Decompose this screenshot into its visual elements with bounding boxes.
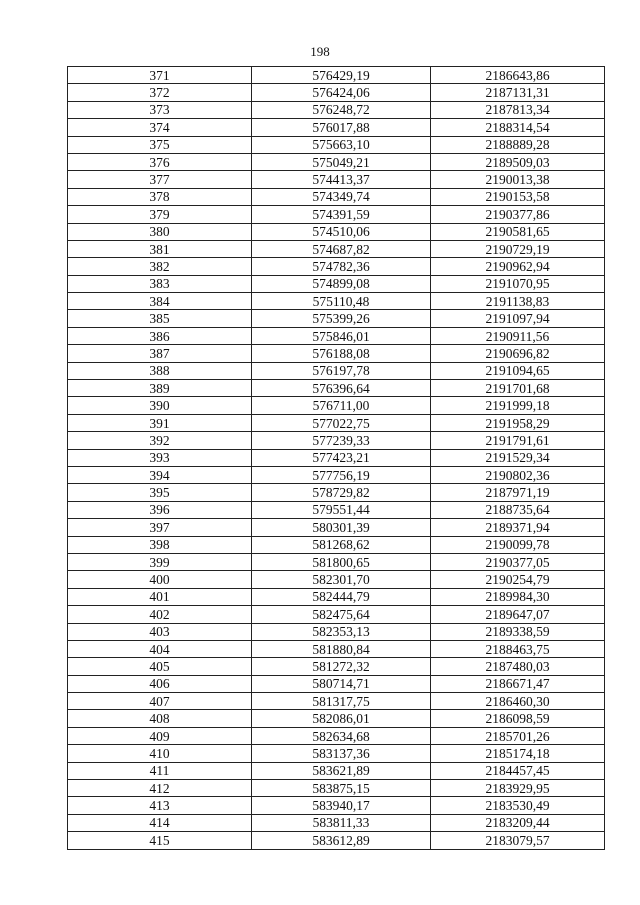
- table-row: [68, 780, 605, 797]
- point-number-cell: 383: [68, 275, 252, 292]
- point-number-cell: 399: [68, 553, 252, 570]
- y-coordinate-cell: 2190696,82: [431, 345, 605, 362]
- y-coordinate-cell: 2191791,61: [431, 432, 605, 449]
- coordinates-table: [67, 66, 605, 850]
- table-row: [68, 380, 605, 397]
- x-coordinate-cell: 581317,75: [252, 693, 431, 710]
- y-coordinate-cell: 2188314,54: [431, 119, 605, 136]
- table-row: [68, 727, 605, 744]
- x-coordinate-cell: 574899,08: [252, 275, 431, 292]
- point-number-cell: 381: [68, 240, 252, 257]
- x-coordinate-cell: 576197,78: [252, 362, 431, 379]
- y-coordinate-cell: 2190013,38: [431, 171, 605, 188]
- y-coordinate-cell: 2190729,19: [431, 240, 605, 257]
- point-number-cell: 414: [68, 814, 252, 831]
- table-row: [68, 745, 605, 762]
- page-number: 198: [310, 44, 330, 59]
- x-coordinate-cell: 575049,21: [252, 153, 431, 170]
- y-coordinate-cell: 2189647,07: [431, 606, 605, 623]
- table-row: [68, 484, 605, 501]
- x-coordinate-cell: 581268,62: [252, 536, 431, 553]
- y-coordinate-cell: 2190254,79: [431, 571, 605, 588]
- x-coordinate-cell: 582301,70: [252, 571, 431, 588]
- x-coordinate-cell: 583940,17: [252, 797, 431, 814]
- y-coordinate-cell: 2189984,30: [431, 588, 605, 605]
- point-number-cell: 376: [68, 153, 252, 170]
- point-number-cell: 395: [68, 484, 252, 501]
- x-coordinate-cell: 582634,68: [252, 727, 431, 744]
- x-coordinate-cell: 583875,15: [252, 780, 431, 797]
- point-number-cell: 391: [68, 414, 252, 431]
- table-row: [68, 188, 605, 205]
- table-row: [68, 623, 605, 640]
- y-coordinate-cell: 2191529,34: [431, 449, 605, 466]
- x-coordinate-cell: 574687,82: [252, 240, 431, 257]
- y-coordinate-cell: 2191701,68: [431, 380, 605, 397]
- x-coordinate-cell: 577756,19: [252, 466, 431, 483]
- y-coordinate-cell: 2186098,59: [431, 710, 605, 727]
- table-row: [68, 432, 605, 449]
- y-coordinate-cell: 2191138,83: [431, 293, 605, 310]
- x-coordinate-cell: 575399,26: [252, 310, 431, 327]
- point-number-cell: 397: [68, 519, 252, 536]
- x-coordinate-cell: 577239,33: [252, 432, 431, 449]
- y-coordinate-cell: 2187813,34: [431, 101, 605, 118]
- x-coordinate-cell: 574510,06: [252, 223, 431, 240]
- point-number-cell: 408: [68, 710, 252, 727]
- x-coordinate-cell: 574413,37: [252, 171, 431, 188]
- table-row: [68, 84, 605, 101]
- table-row: [68, 258, 605, 275]
- point-number-cell: 409: [68, 727, 252, 744]
- table-row: [68, 362, 605, 379]
- y-coordinate-cell: 2183530,49: [431, 797, 605, 814]
- table-row: [68, 536, 605, 553]
- x-coordinate-cell: 583612,89: [252, 832, 431, 849]
- y-coordinate-cell: 2183209,44: [431, 814, 605, 831]
- y-coordinate-cell: 2189509,03: [431, 153, 605, 170]
- x-coordinate-cell: 581272,32: [252, 658, 431, 675]
- point-number-cell: 390: [68, 397, 252, 414]
- y-coordinate-cell: 2191097,94: [431, 310, 605, 327]
- table-row: [68, 275, 605, 292]
- table-row: [68, 832, 605, 849]
- x-coordinate-cell: 575846,01: [252, 327, 431, 344]
- point-number-cell: 403: [68, 623, 252, 640]
- point-number-cell: 388: [68, 362, 252, 379]
- x-coordinate-cell: 583621,89: [252, 762, 431, 779]
- y-coordinate-cell: 2185174,18: [431, 745, 605, 762]
- y-coordinate-cell: 2188889,28: [431, 136, 605, 153]
- point-number-cell: 398: [68, 536, 252, 553]
- table-row: [68, 762, 605, 779]
- y-coordinate-cell: 2191958,29: [431, 414, 605, 431]
- y-coordinate-cell: 2185701,26: [431, 727, 605, 744]
- x-coordinate-cell: 577022,75: [252, 414, 431, 431]
- y-coordinate-cell: 2191070,95: [431, 275, 605, 292]
- point-number-cell: 410: [68, 745, 252, 762]
- y-coordinate-cell: 2190153,58: [431, 188, 605, 205]
- point-number-cell: 386: [68, 327, 252, 344]
- y-coordinate-cell: 2188735,64: [431, 501, 605, 518]
- y-coordinate-cell: 2189371,94: [431, 519, 605, 536]
- y-coordinate-cell: 2189338,59: [431, 623, 605, 640]
- x-coordinate-cell: 583811,33: [252, 814, 431, 831]
- x-coordinate-cell: 577423,21: [252, 449, 431, 466]
- x-coordinate-cell: 582086,01: [252, 710, 431, 727]
- table-row: [68, 449, 605, 466]
- y-coordinate-cell: 2190377,05: [431, 553, 605, 570]
- point-number-cell: 377: [68, 171, 252, 188]
- y-coordinate-cell: 2186643,86: [431, 67, 605, 84]
- point-number-cell: 401: [68, 588, 252, 605]
- x-coordinate-cell: 576424,06: [252, 84, 431, 101]
- x-coordinate-cell: 581800,65: [252, 553, 431, 570]
- x-coordinate-cell: 582475,64: [252, 606, 431, 623]
- y-coordinate-cell: 2186671,47: [431, 675, 605, 692]
- x-coordinate-cell: 582444,79: [252, 588, 431, 605]
- x-coordinate-cell: 576711,00: [252, 397, 431, 414]
- x-coordinate-cell: 581880,84: [252, 640, 431, 657]
- x-coordinate-cell: 576248,72: [252, 101, 431, 118]
- coordinates-table-body: [68, 67, 605, 850]
- x-coordinate-cell: 576396,64: [252, 380, 431, 397]
- x-coordinate-cell: 575110,48: [252, 293, 431, 310]
- y-coordinate-cell: 2190911,56: [431, 327, 605, 344]
- table-row: [68, 466, 605, 483]
- point-number-cell: 405: [68, 658, 252, 675]
- y-coordinate-cell: 2191999,18: [431, 397, 605, 414]
- table-row: [68, 67, 605, 84]
- x-coordinate-cell: 576017,88: [252, 119, 431, 136]
- x-coordinate-cell: 583137,36: [252, 745, 431, 762]
- point-number-cell: 373: [68, 101, 252, 118]
- table-row: [68, 501, 605, 518]
- point-number-cell: 380: [68, 223, 252, 240]
- point-number-cell: 371: [68, 67, 252, 84]
- x-coordinate-cell: 578729,82: [252, 484, 431, 501]
- table-row: [68, 223, 605, 240]
- point-number-cell: 389: [68, 380, 252, 397]
- table-row: [68, 397, 605, 414]
- x-coordinate-cell: 580714,71: [252, 675, 431, 692]
- y-coordinate-cell: 2190099,78: [431, 536, 605, 553]
- point-number-cell: 404: [68, 640, 252, 657]
- table-row: [68, 101, 605, 118]
- x-coordinate-cell: 575663,10: [252, 136, 431, 153]
- point-number-cell: 411: [68, 762, 252, 779]
- point-number-cell: 375: [68, 136, 252, 153]
- point-number-cell: 415: [68, 832, 252, 849]
- point-number-cell: 387: [68, 345, 252, 362]
- y-coordinate-cell: 2187480,03: [431, 658, 605, 675]
- y-coordinate-cell: 2187131,31: [431, 84, 605, 101]
- x-coordinate-cell: 574391,59: [252, 206, 431, 223]
- point-number-cell: 392: [68, 432, 252, 449]
- table-row: [68, 675, 605, 692]
- point-number-cell: 406: [68, 675, 252, 692]
- table-row: [68, 588, 605, 605]
- x-coordinate-cell: 576188,08: [252, 345, 431, 362]
- point-number-cell: 372: [68, 84, 252, 101]
- table-row: [68, 345, 605, 362]
- table-row: [68, 797, 605, 814]
- point-number-cell: 407: [68, 693, 252, 710]
- point-number-cell: 382: [68, 258, 252, 275]
- point-number-cell: 396: [68, 501, 252, 518]
- table-row: [68, 710, 605, 727]
- table-row: [68, 640, 605, 657]
- y-coordinate-cell: 2184457,45: [431, 762, 605, 779]
- point-number-cell: 400: [68, 571, 252, 588]
- table-row: [68, 414, 605, 431]
- point-number-cell: 379: [68, 206, 252, 223]
- table-row: [68, 693, 605, 710]
- table-row: [68, 293, 605, 310]
- table-row: [68, 153, 605, 170]
- point-number-cell: 413: [68, 797, 252, 814]
- y-coordinate-cell: 2187971,19: [431, 484, 605, 501]
- point-number-cell: 412: [68, 780, 252, 797]
- point-number-cell: 394: [68, 466, 252, 483]
- y-coordinate-cell: 2183079,57: [431, 832, 605, 849]
- y-coordinate-cell: 2188463,75: [431, 640, 605, 657]
- table-row: [68, 206, 605, 223]
- x-coordinate-cell: 579551,44: [252, 501, 431, 518]
- y-coordinate-cell: 2190962,94: [431, 258, 605, 275]
- table-row: [68, 814, 605, 831]
- y-coordinate-cell: 2190581,65: [431, 223, 605, 240]
- table-row: [68, 119, 605, 136]
- point-number-cell: 393: [68, 449, 252, 466]
- table-row: [68, 136, 605, 153]
- table-row: [68, 519, 605, 536]
- point-number-cell: 385: [68, 310, 252, 327]
- x-coordinate-cell: 576429,19: [252, 67, 431, 84]
- table-row: [68, 553, 605, 570]
- y-coordinate-cell: 2183929,95: [431, 780, 605, 797]
- y-coordinate-cell: 2190377,86: [431, 206, 605, 223]
- table-row: [68, 571, 605, 588]
- table-row: [68, 240, 605, 257]
- point-number-cell: 374: [68, 119, 252, 136]
- table-row: [68, 310, 605, 327]
- y-coordinate-cell: 2191094,65: [431, 362, 605, 379]
- y-coordinate-cell: 2190802,36: [431, 466, 605, 483]
- table-row: [68, 606, 605, 623]
- point-number-cell: 378: [68, 188, 252, 205]
- y-coordinate-cell: 2186460,30: [431, 693, 605, 710]
- table-row: [68, 171, 605, 188]
- x-coordinate-cell: 580301,39: [252, 519, 431, 536]
- x-coordinate-cell: 574782,36: [252, 258, 431, 275]
- point-number-cell: 402: [68, 606, 252, 623]
- x-coordinate-cell: 582353,13: [252, 623, 431, 640]
- table-row: [68, 658, 605, 675]
- table-row: [68, 327, 605, 344]
- point-number-cell: 384: [68, 293, 252, 310]
- x-coordinate-cell: 574349,74: [252, 188, 431, 205]
